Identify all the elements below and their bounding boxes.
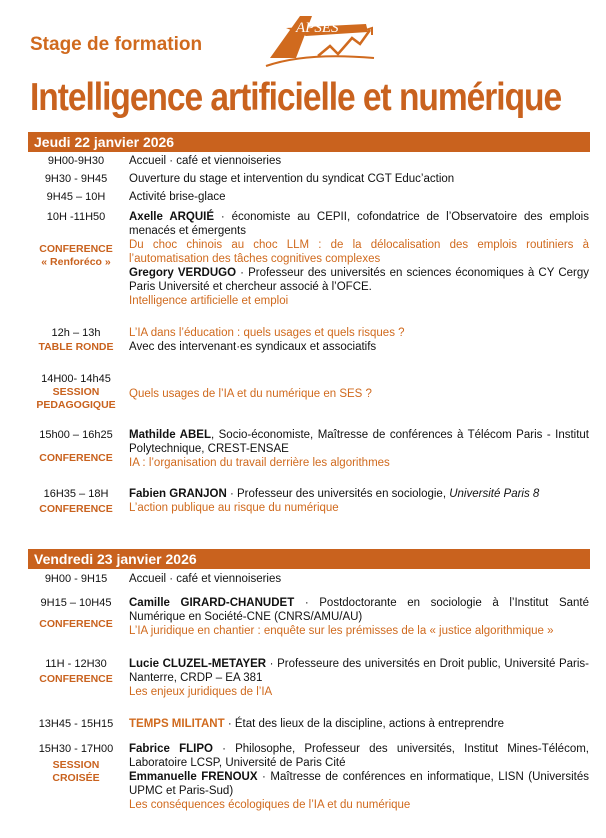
session-category: CONFERENCE « Renforéco » [39, 243, 113, 268]
talk-title: Intelligence artificielle et emploi [129, 295, 289, 307]
page-title: Intelligence artificielle et numérique [30, 76, 562, 119]
time-slot: 13H45 - 15H15 [38, 718, 114, 730]
session-content [129, 717, 589, 731]
time-slot: 9H15 – 10H45 [40, 597, 112, 609]
session-content [129, 657, 589, 699]
session-content [129, 596, 589, 638]
talk-title: L’IA juridique en chantier : enquête sur les prémisses de la « justice algorithmique » [129, 625, 554, 637]
session-text: Accueil · café et viennoiseries [129, 573, 282, 585]
speaker-name: Gregory VERDUGO [129, 267, 237, 279]
page-subtitle: Stage de formation [30, 34, 203, 55]
time-slot: 9H45 – 10H [46, 191, 106, 203]
session-category: CONFERENCE [39, 673, 113, 685]
session-category: TABLE RONDE [38, 341, 114, 353]
speaker-desc: · Professeure des universités en Droit public, Université Paris-Nanterre, CRDP – EA 381 [129, 658, 589, 684]
talk-title: L’action publique au risque du numérique [129, 502, 339, 514]
session-category: SESSION PEDAGOGIQUE [36, 386, 116, 411]
talk-title: TEMPS MILITANT [129, 718, 225, 730]
day-header-friday: Vendredi 23 janvier 2026 [28, 549, 590, 569]
speaker-desc: · Professeur des universités en sociologie, [226, 488, 450, 500]
speaker-name: Fabien GRANJON [129, 488, 227, 500]
session-content [129, 742, 589, 812]
session-text: Ouverture du stage et intervention du syndicat CGT Educ’action [129, 173, 455, 185]
time-slot: 9H30 - 9H45 [44, 173, 108, 185]
session-text: Activité brise-glace [129, 191, 226, 203]
talk-title: IA : l’organisation du travail derrière les algorithmes [129, 457, 390, 469]
talk-title: Les enjeux juridiques de l’IA [129, 686, 273, 698]
time-slot: 15h00 – 16h25 [39, 429, 113, 441]
time-slot: 12h – 13h [51, 327, 101, 339]
session-category: CONFERENCE [39, 503, 113, 515]
session-category: SESSION CROISÉE [52, 759, 100, 784]
speaker-name: Lucie CLUZEL-METAYER [129, 658, 267, 670]
session-content [129, 210, 589, 308]
time-slot: 9H00 - 9H15 [44, 573, 108, 585]
speaker-desc: · Maîtresse de conférences en informatique, LISN (Universités UPMC et Paris-Sud) [129, 771, 589, 797]
session-category: CONFERENCE [39, 618, 113, 630]
speaker-name: Fabrice FLIPO [129, 743, 213, 755]
time-slot: 16H35 – 18H [43, 488, 109, 500]
day-header-thursday: Jeudi 22 janvier 2026 [28, 132, 590, 152]
session-content [129, 387, 589, 401]
session-category: CONFERENCE [39, 452, 113, 464]
speaker-name: Emmanuelle FRENOUX [129, 771, 258, 783]
time-slot: 11H - 12H30 [45, 658, 107, 670]
session-content [129, 487, 589, 515]
session-text: Avec des intervenant·es syndicaux et associatifs [129, 341, 377, 353]
speaker-name: Mathilde ABEL [129, 429, 211, 441]
time-slot: 15H30 - 17H00 [38, 743, 114, 755]
apses-logo [256, 8, 384, 76]
session-content [129, 428, 589, 470]
speaker-desc: · Philosophe, Professeur des universités, Institut Mines-Télécom, Laboratoire LCSP, Université de Paris Cité [129, 743, 589, 769]
time-slot: 14H00- 14h45 [41, 373, 111, 385]
time-slot: 10H -11H50 [46, 211, 106, 223]
session-text: · État des lieux de la discipline, actions à entreprendre [224, 718, 504, 730]
svg-text:APSES: APSES [296, 20, 339, 36]
session-content [129, 326, 589, 354]
speaker-desc: · économiste au CEPII, cofondatrice de l’Observatoire des emplois menacés et émergents [129, 211, 589, 237]
session-text: Accueil · café et viennoiseries [129, 155, 282, 167]
talk-title: L’IA dans l’éducation : quels usages et quels risques ? [129, 327, 405, 339]
speaker-affiliation: Université Paris 8 [449, 488, 540, 500]
time-slot: 9H00-9H30 [47, 155, 105, 167]
speaker-desc: · Professeur des universités en sciences économiques à CY Cergy Paris Université et chercheur associé à l’OFCE. [129, 267, 589, 293]
talk-title: Les conséquences écologiques de l’IA et du numérique [129, 799, 411, 811]
talk-title: Quels usages de l’IA et du numérique en SES ? [129, 388, 372, 400]
speaker-desc: · Postdoctorante en sociologie à l’Institut Santé Numérique en Société-CNE (CNRS/AMU/AU) [129, 597, 589, 623]
speaker-name: Axelle ARQUIÉ [129, 211, 215, 223]
talk-title: Du choc chinois au choc LLM : de la délocalisation des emplois routiniers à l’automatisation des tâches cognitives complexes [129, 239, 589, 265]
speaker-name: Camille GIRARD-CHANUDET [129, 597, 295, 609]
speaker-desc: , Socio-économiste, Maîtresse de conférences à Télécom Paris - Institut Polytechnique, CREST-ENSAE [129, 429, 590, 455]
